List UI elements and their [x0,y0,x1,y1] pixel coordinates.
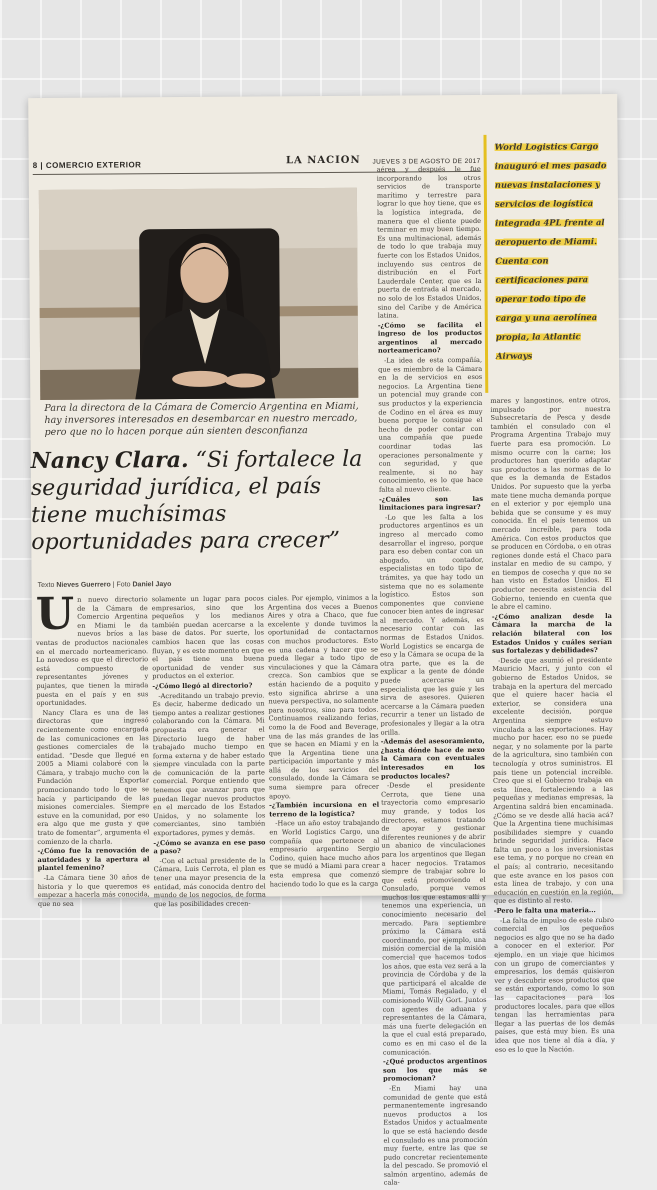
headline-quote: “Si fortalece la seguridad jurídica, el país tiene muchísimas oportunidades para crecer” [30,446,363,556]
interview-question: -¿Cómo llegó al directorio? [152,681,253,691]
interview-question: -¿Cómo se facilita el ingreso de los productos argentinos al mercado norteamericano? [377,320,482,356]
interview-question: -¿También incursiona en el terreno de la logística? [269,800,380,819]
interview-question: -Además del asesoramiento, ¿hasta dónde hace de nexo la Cámara con eventuales interesados en los productos locales? [380,737,485,781]
article-column-1 [35,588,150,908]
column-paragraph: -Acreditando un trabajo previo. Es decir, haberme dedicado un tiempo antes a realizar gestiones colaborando con la Cámara. Mi propuesta era generar el Directorio luego de haber trabajado mucho tiempo en forma externa y de haber estado siempre vinculada con la parte de comunicación de la parte comercial. Porque entiendo que tenemos que avanzar para que puedan llegar nuevos productos en el mercado de los Estados Unidos, y no solamente los comerciantes, sino también exportadores, pymes y demás. [152,690,266,838]
section-label: 8 | COMERCIO EXTERIOR [32,160,142,171]
article-headline [31,446,372,556]
article-column-2 [151,594,266,908]
byline-divider: | [112,581,115,589]
newspaper-name: LA NACION [285,154,361,167]
column-paragraph: aérea y después le fue incorporando los otros servicios de transporte marítimo y terrestre para lograr lo que hoy tiene, que es la logística integrada, de manera que el cliente puede terminar en muy buen tiempo. Es una multinacional, además de todo lo que trabaja muy fuerte con los Estados Unidos, incluyendo sus centros de distribución en el Fort Lauderdale Center, que es la puerta de entrada al mercado, no solo de los Estados Unidos, sino del Caribe y de América latina. [376,164,482,320]
column-paragraph: n nuevo directorio de la Cámara de Comercio Argentina en Miami le da nuevos bríos a las ventas de productos nacionales en el mercado norteamericano. Lo novedoso es que el directorio está compuesto de representantes jóvenes y pujantes, que tienen la mirada puesta en el país y en sus oportunidades. [35,595,149,708]
interview-question: -¿Cómo fue la renovación de autoridades y la apertura al plantel femenino? [37,846,150,873]
column-paragraph: -Lo que les falta a los productores argentinos es un ingreso al mercado como desarrollar el ingreso, porque para eso deben contar con un abogado, un contador, especialistas en todo tipo de trámites, ya que hay todo un sistema que no es solamente logístico. Estos son componentes que conviene conocer bien antes de ingresar al mercado. Y además, es necesario contar con las normas de Estados Unidos. World Logistics se encarga de eso y la Cámara se ocupa de la otra parte, que es la de explicar a la gente de dónde puede acercarse un especialista que les guíe y les sirva de asesores. Quieren acercarse a la Cámara pueden recurrir a tener un listado de profesionales y llegar a la otra orilla. [379,512,485,737]
column-paragraph: -Con el actual presidente de la Cámara, Luis Cerrota, el plan es tener una mayor presencia de la entidad, más conocida dentro del mundo de los negocios, de forma que las posibilidades crecen- [153,856,266,908]
column-paragraph: -La idea de esta compañía, que es miembro de la Cámara en la de servicios en esos negocios. La Argentina tiene un potencial muy grande con sus productos y la experiencia de Codino en el área es muy buena porque le consigue el hecho de poder contar con una compañía que puede coordinar todas las operaciones personalmente y con seguridad, y que realmente, si no hay conocimiento, es lo que hace falta al nuevo cliente. [378,355,483,494]
column-paragraph: -Desde el presidente Cerrota, que tiene una trayectoria como empresario muy grande, y todos los directores, estamos tratando de apoyar y gestionar diferentes reuniones y de abrir un abanico de vinculaciones para los argentinos que llegan a hacer negocios. Tratamos siempre de trabajar sobre lo que está promoviendo el Consulado, porque vemos muchos los que estamos allí y tenemos una experiencia, un conocimiento necesario del mercado. Para septiembre próximo la Cámara está coordinando, por ejemplo, una misión comercial de la misión comercial que hacemos todos los años, que esta vez será a la provincia de Córdoba y de la que participará el alcalde de Miami, Tomás Regalado, y el comisionado Willy Gort. Juntos con agentes de aduana y representantes de la Cámara, más una fuerte delegación en la que el cual está preparado, como es en mi caso el de la comunicación. [381,781,487,1057]
column-paragraph: -Hace un año estoy trabajando en World Logistics Cargo, una compañía que pertenece al empresario argentino Sergio Codino, quien hace mucho años que se mudó a Miami para crear esta empresa que comenzó haciendo todo lo que es la carga [269,819,380,888]
column-paragraph: -La falta de impulso de este rubro comercial en los pequeños negocios es algo que no se ha dado a conocer en el exterior. Por ejemplo, en un viaje que hicimos con un grupo de comerciantes y empresarios, los demás quisieron ver y descubrir esos productos que se están exportando, como lo son las capacitaciones para los productores locales, para que ellos tengan las herramientas para llegar a las puertas de los demás países, que está muy bien. Es una idea que nos tiene al día a día, y eso es lo que la Nación. [493,915,615,1054]
interview-question: -¿Qué productos argentinos son los que más se promocionan? [382,1057,488,1083]
column-paragraph: Nancy Clara es una de las directoras que ingresó recientemente como encargada de las comunicaciones en las gestiones comerciales de la entidad. “Desde que llegué en 2005 a Miami colaboré con la Cámara, y trabajo mucho con la Fundación Exportar promocionando todo lo que se hacía y participando de las misiones comerciales. Siempre estuve en la comunidad, por eso era algo que me gusta y que trato de fomentar”, argumenta el comienzo de la charla. [36,707,150,846]
byline-author: Nieves Guerrero [56,581,111,589]
column-paragraph: mares y langostinos, entre otros, impulsado por nuestra Subsecretaría de Pesca y desde también el consulado con el Programa Argentina Trabajo muy fuerte para esa promoción. Lo mismo ocurre con la carne; los productores han querido adaptar sus productos a las normas de lo que es la demanda de Estados Unidos. Por supuesto que la yerba mate tiene mucha demanda porque en el exterior y por ejemplo una bebida que se consume y es muy conocida. En el país tenemos un mercado increíble, para toda América. Con estos productos que se producen en Córdoba, o en otras regiones donde está el Chaco para instalar en medio de su campo, y en tiempos de cosecha y que no se han visto en Estados Unidos. El productor necesita asistencia del Gobierno, teniendo en cuenta que le abre el camino. [490,396,612,612]
portrait-photo [39,188,358,400]
byline-photographer: Daniel Jayo [132,581,172,589]
column-paragraph: -La Cámara tiene 30 años de historia y lo que queremos es empezar a hacerla más conocida, que no sea [37,873,150,908]
column-paragraph: -En Miami hay una comunidad de gente que está permanentemente ingresando nuevos productos a los Estados Unidos y actualmente lo que se está haciendo desde el consulado es una promoción muy fuerte, entre las que se pudo concretar recientemente la del pescado. Se promovió el salmón argentino, además de cala- [383,1083,488,1188]
column-paragraph: -Desde que asumió el presidente Mauricio Macri, y junto con el gobierno de Estados Unidos, se trabaja en la apertura del mercado que el quiere hacer hacia el exterior, se considera una excelente decisión, porque Argentina siempre estuvo vinculada a las exportaciones. Hay mucho por hacer, eso no se puede negar, y no solamente por la parte de la agricultura, sino también con tecnología y otros suministros. El país tiene un potencial increíble. Creo que si el Gobierno trabaja en esta línea, fortaleciendo a las pequeñas y medianas empresas, la Argentina saldrá bien encaminada. ¿Cómo se ve desde allá hacia acá? Que la Argentina tiene muchísimas posibilidades siempre y cuando brinde seguridad jurídica. Hace falta un poco a los inversionistas ese tema, y no porque no crean en el país; al contrario, necesitando que este avance en los pasos con esta línea de trabajo, y con una educación en cuestión en la región, que es distinto al resto. [492,655,614,906]
article-column-4 [376,164,488,1188]
interview-question: -¿Cómo se avanza en ese paso a paso? [153,838,266,856]
interview-question: -Pero le falta una materia... [493,906,596,915]
highlight-text: World Logistics Cargo inauguró el mes pasado nuevas instalaciones y servicios de logística integrada 4PL frente al aeropuerto de Miami. Cuenta con certificaciones para operar todo tipo de carga y una aerolínea propia, la Atlantic Airways [494,141,607,361]
byline-text-label: Texto [37,581,55,590]
article-column-5 [490,396,615,1054]
drop-cap: U [35,588,75,641]
column-paragraph: solamente un lugar para pocos empresarios, sino que los pequeños y los medianos también puedan acercarse a la base de datos. Por suerte, los cambios hacen que las cosas fluyan, y es este momento en que el país tiene una buena oportunidad de vender sus productos en el exterior. [151,594,265,681]
byline-photo-label: Foto [116,581,131,589]
newspaper-page [28,94,623,1188]
interview-question: -¿Cuáles son las limitaciones para ingresar? [378,494,484,512]
interview-question: -¿Cómo analizan desde la Cámara la marcha de la relación bilateral con los Estados Unidos y cuáles serían sus fortalezas y debilidades? [491,611,613,656]
portrait-illustration [39,188,358,400]
interviewee-name: Nancy Clara. [30,446,189,475]
issue-date: JUEVES 3 DE AGOSTO DE 2017 [372,157,481,166]
article-column-3 [268,594,380,895]
sidebar-highlight [483,134,614,393]
article-summary: Para la directora de la Cámara de Comercio Argentina en Miami, hay inversores interesados en desembarcar en nuestro mercado, pero que no lo hacen porque aún sienten desconfianza [44,400,359,438]
column-paragraph: ciales. Por ejemplo, vinimos a la Argentina dos veces a Buenos Aires y otra a Chaco, que fue excelente y donde tuvimos la oportunidad de contactarnos con muchos productores. Esto es una cadena y hacer que se pueda llegar a todo tipo de vinculaciones y que la Cámara crezca. Son cambios que se están haciendo de a poquito y esto significa abrirse a una nueva perspectiva, no solamente para nosotros, sino para todos. Continuamos realizando ferias, como la de Food and Beverage, una de las más grandes de las que se hacen en Miami y en la que la Argentina tiene una participación importante y más allá de los servicios del consulado, donde la Cámara se suma siempre para ofrecer apoyo. [267,593,380,801]
byline [38,580,368,589]
